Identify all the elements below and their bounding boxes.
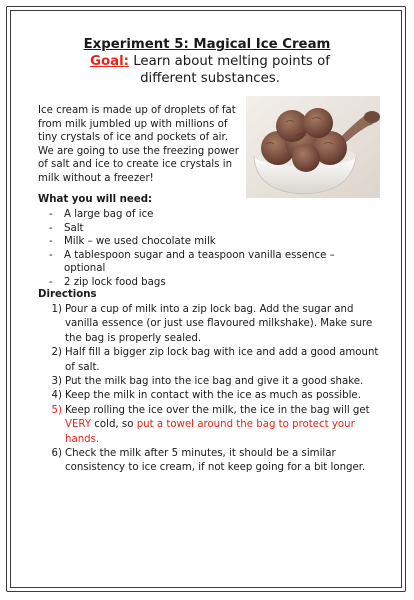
safety-warning: put a towel around the bag to protect your hands. [65, 419, 355, 445]
emphasis-very: VERY [65, 419, 92, 431]
list-item: - 2 zip lock food bags [38, 276, 378, 290]
direction-step [38, 303, 383, 346]
direction-step [38, 447, 383, 476]
direction-step [38, 404, 383, 447]
goal-label: Goal: [90, 54, 129, 69]
direction-step [38, 346, 383, 375]
list-item: - Milk – we used chocolate milk [38, 235, 378, 249]
step-number: 3) [51, 376, 62, 388]
list-item: - A tablespoon sugar and a teaspoon vanilla essence – optional [38, 249, 378, 276]
list-item: - Salt [38, 222, 378, 236]
ice-cream-photo [246, 96, 380, 198]
step-number: 1) [51, 304, 62, 315]
step-text: Check the milk after 5 minutes, it should be a similar consistency to ice cream, if not keep going for a bit longer. [65, 448, 366, 474]
list-item: - A large bag of ice [38, 208, 378, 222]
directions-heading: Directions [38, 289, 97, 300]
step-text: Keep the milk in contact with the ice as much as possible. [65, 390, 361, 402]
step-text: Half fill a bigger zip lock bag with ice and add a good amount of salt. [65, 347, 379, 373]
page-title: Experiment 5: Magical Ice Cream [83, 37, 331, 52]
goal-text: Learn about melting points of different substances. [128, 54, 330, 86]
step-number: 5) [51, 404, 62, 416]
step-text-part: cold, so [91, 419, 137, 431]
step-text: Put the milk bag into the ice bag and give it a good shake. [65, 376, 364, 388]
goal-statement [60, 54, 360, 87]
step-text [65, 405, 370, 445]
needs-heading: What you will need: [38, 194, 153, 205]
intro-paragraph: Ice cream is made up of droplets of fat from milk jumbled up with millions of tiny crystals of ice and pockets of air. We are going to use the freezing power of salt and ice to create ice crystals in milk without a freezer! [38, 105, 239, 184]
step-text-part: Keep rolling the ice over the milk, the ice in the bag will get [65, 404, 370, 416]
needs-list [38, 208, 378, 290]
step-text: Pour a cup of milk into a zip lock bag. Add the sugar and vanilla essence (or just use flavoured milkshake). Make sure the bag is properly sealed. [65, 304, 373, 344]
direction-step [38, 375, 383, 389]
direction-step [38, 389, 383, 403]
step-number: 2) [51, 347, 62, 359]
directions-list [38, 303, 383, 476]
step-number: 6) [51, 448, 62, 460]
step-number: 4) [51, 390, 62, 402]
